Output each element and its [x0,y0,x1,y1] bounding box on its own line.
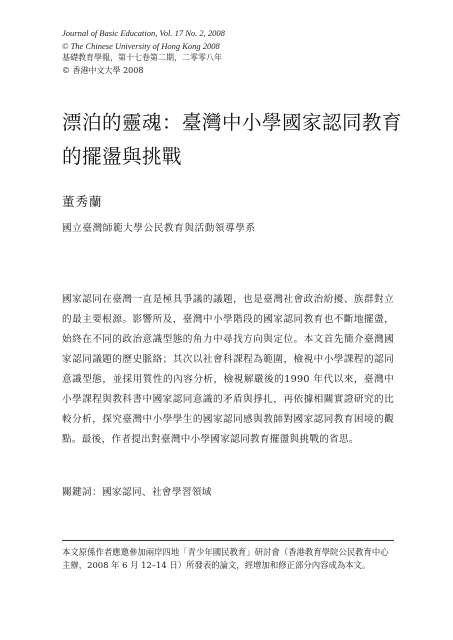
copyright-chinese: © 香港中文大學 2008 [62,65,144,75]
author-affiliation: 國立臺灣師範大學公民教育與活動領導學系 [62,223,256,234]
journal-header [62,27,225,77]
journal-citation: Journal of Basic Education, Vol. 17 No. 2, 2008 [62,28,225,38]
footnote: 本文原係作者應邀參加兩岸四地「青少年國民教育」研討會（香港教育學院公民教育中心主辦，2008 年 6 月 12–14 日）所發表的論文，經增加和修正部分內容成為本文。 [62,547,389,570]
keywords: 關鍵詞：國家認同、社會學習領域 [62,487,212,498]
footnote-divider [62,540,394,541]
copyright-english: © The Chinese University of Hong Kong 2008 [62,40,220,51]
article-title: 漂泊的靈魂：臺灣中小學國家認同教育的擺盪與挑戰 [62,111,403,168]
abstract-text: 國家認同在臺灣一直是極具爭議的議題，也是臺灣社會政治紛擾、族群對立的最主要根源。影響所及，臺灣中小學階段的國家認同教育也不斷地擺盪，始終在不同的政治意識型態的角力中尋找方向與定位。本文首先簡介臺灣國家認同議題的歷史脈絡；其次以社會科課程為範圍，檢視中小學課程的認同意識型態，並採用質性的內容分析，檢視解嚴後的1990 年代以來，臺灣中小學課程與教科書中國家認同意識的矛盾與掙扎，再依據相關實證研究的比較分析，探究臺灣中小學學生的國家認同感與教師對國家認同教育困境的觀點。最後，作者提出對臺灣中小學國家認同教育擺盪與挑戰的省思。 [62,294,394,445]
journal-citation-chinese: 基礎教育學報，第十七卷第二期，二零零八年 [62,53,222,62]
author-name: 董秀蘭 [62,194,103,209]
